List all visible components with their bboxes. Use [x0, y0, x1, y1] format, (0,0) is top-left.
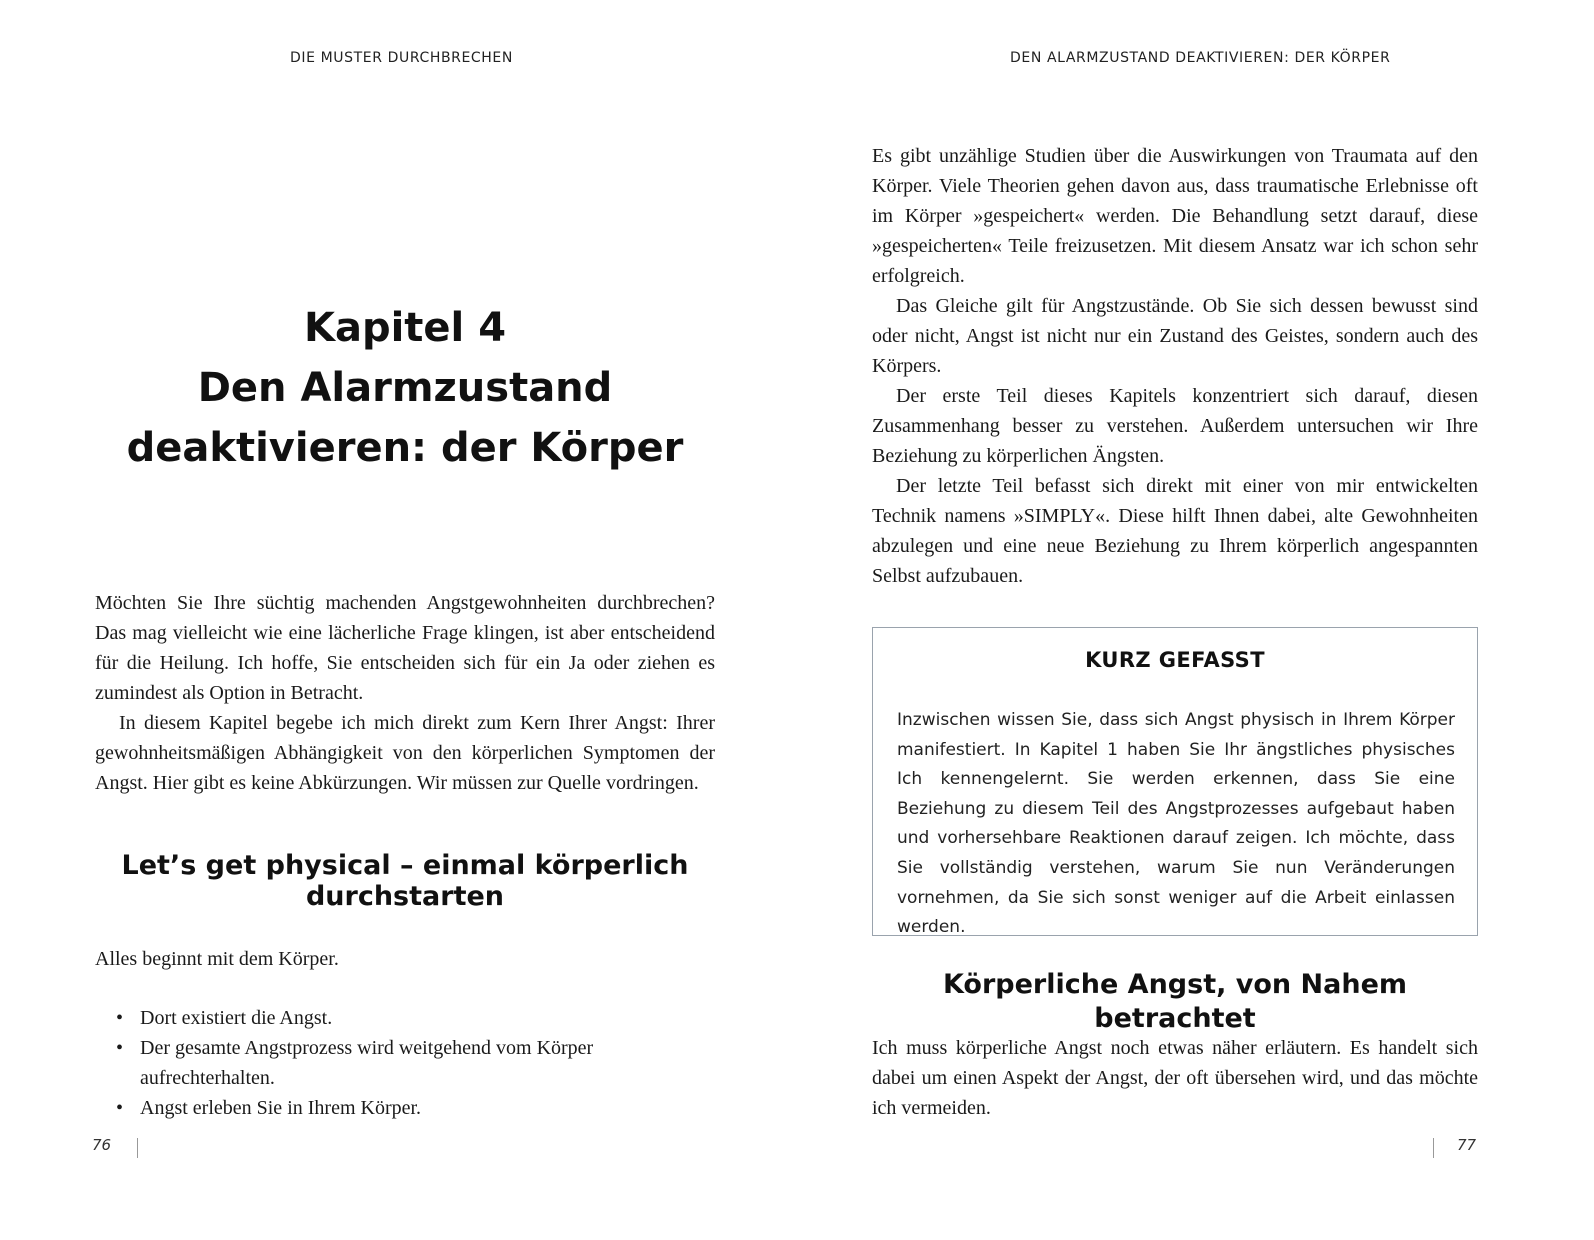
page-number-left: 76	[92, 1136, 112, 1154]
intro-paragraph-2: In diesem Kapitel begebe ich mich direkt zum Kern Ihrer Angst: Ihrer gewohnheitsmäßigen Abhängigkeit von den körperlichen Symptomen der Angst. Hier gibt es keine Abkürzungen. Wir müssen zur Quelle vordringen.	[95, 712, 715, 794]
lead-sentence: Alles beginnt mit dem Körper.	[95, 948, 339, 970]
summary-box-title: KURZ GEFASST	[1085, 648, 1265, 672]
list-item: • Der gesamte Angstprozess wird weitgehend vom Körper aufrechterhalten.	[95, 1033, 715, 1093]
section-heading-line2: durchstarten	[305, 881, 505, 912]
right-paragraph-4: Der letzte Teil befasst sich direkt mit einer von mir entwickelten Technik namens »SIMPLY«. Diese hilft Ihnen dabei, alte Gewohnheiten abzulegen und eine neue Beziehung zu Ihrem körperlich angespannten Selbst aufzubauen.	[872, 475, 1478, 587]
right-intro-text	[872, 141, 1478, 591]
chapter-title-line2: Den Alarmzustand	[197, 365, 613, 411]
closing-paragraph: Ich muss körperliche Angst noch etwas näher erläutern. Es handelt sich dabei um einen Aspekt der Angst, der oft übersehen wird, und das möchte ich vermeiden.	[872, 1037, 1478, 1119]
intro-paragraph-1: Möchten Sie Ihre süchtig machenden Angstgewohnheiten durchbrechen? Das mag vielleicht wie eine lächerliche Frage klingen, ist aber entscheidend für die Heilung. Ich hoffe, Sie entscheiden sich für ein Ja oder ziehen es zumindest als Option in Betracht.	[95, 592, 715, 704]
bullet-icon: •	[116, 1037, 124, 1059]
running-head-left: DIE MUSTER DURCHBRECHEN	[290, 50, 513, 66]
right-paragraph-3: Der erste Teil dieses Kapitels konzentriert sich darauf, diesen Zusammenhang besser zu verstehen. Außerdem untersuchen wir Ihre Beziehung zu körperlichen Ängsten.	[872, 385, 1478, 467]
chapter-title	[95, 298, 715, 478]
page-number-right: 77	[1457, 1136, 1477, 1154]
right-page	[797, 0, 1594, 1240]
folio-divider-right	[1433, 1138, 1434, 1158]
bullet-icon: •	[116, 1007, 124, 1029]
list-item: • Dort existiert die Angst.	[95, 1003, 715, 1033]
running-head-right: DEN ALARMZUSTAND DEAKTIVIEREN: DER KÖRPER	[1010, 50, 1391, 66]
closing-text	[872, 1033, 1478, 1123]
intro-text	[95, 588, 715, 798]
summary-box	[872, 627, 1478, 936]
right-paragraph-2: Das Gleiche gilt für Angstzustände. Ob Sie sich dessen bewusst sind oder nicht, Angst ist nicht nur ein Zustand des Geistes, sondern auch des Körpers.	[872, 295, 1478, 377]
list-item: • Angst erleben Sie in Ihrem Körper.	[95, 1093, 715, 1123]
summary-box-text: Inzwischen wissen Sie, dass sich Angst physisch in Ihrem Körper manifestiert. In Kapitel 1 haben Sie Ihr ängstliches physisches Ich kennengelernt. Sie werden erkennen, dass Sie eine Beziehung zu diesem Teil des Angstprozesses aufgebaut haben und vorhersehbare Reaktionen darauf zeigen. Ich möchte, dass Sie vollständig verstehen, warum Sie nun Veränderungen vornehmen, da Sie sich sonst weniger auf die Arbeit einlassen werden.	[897, 710, 1455, 938]
bullet-list	[95, 1003, 715, 1123]
section-heading-right: Körperliche Angst, von Nahem betrachtet	[942, 969, 1408, 1034]
section-heading-line1: Let’s get physical – einmal körperlich	[121, 850, 689, 881]
bullet-icon: •	[116, 1097, 124, 1119]
chapter-number: Kapitel 4	[303, 305, 507, 351]
folio-divider-left	[137, 1138, 138, 1158]
section-heading-left	[95, 850, 715, 912]
right-paragraph-1: Es gibt unzählige Studien über die Auswirkungen von Traumata auf den Körper. Viele Theorien gehen davon aus, dass traumatische Erlebnisse oft im Körper »gespeichert« werden. Die Behandlung setzt darauf, diese »gespeicherten« Teile freizusetzen. Mit diesem Ansatz war ich schon sehr erfolgreich.	[872, 145, 1478, 287]
chapter-title-line3: deaktivieren: der Körper	[126, 425, 684, 471]
